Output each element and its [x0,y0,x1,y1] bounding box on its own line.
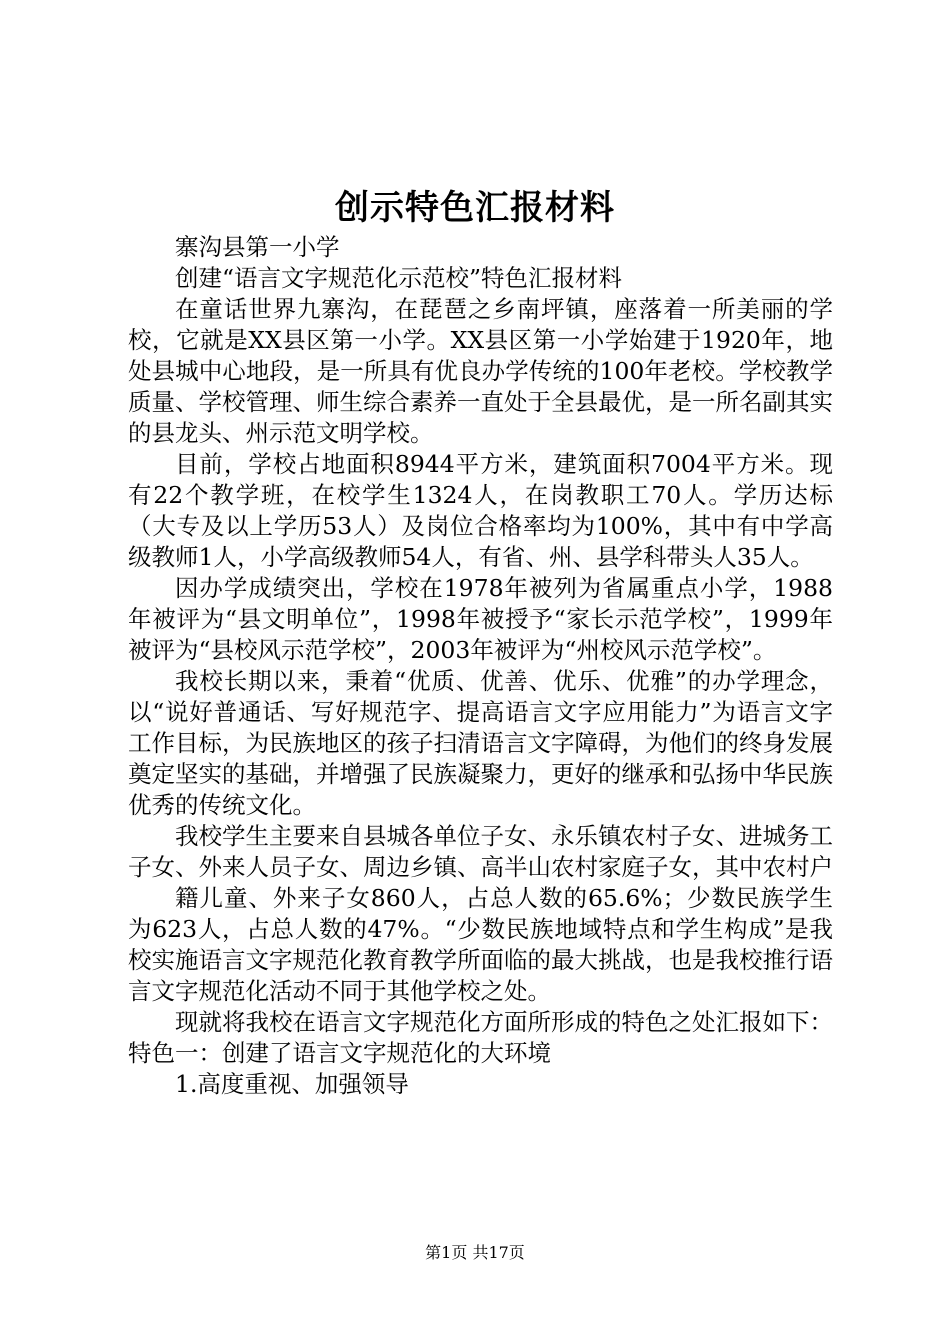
paragraph-facilities: 目前，学校占地面积8944平方米，建筑面积7004平方米。现有22个教学班，在校学生1324人，在岗教职工70人。学历达标（大专及以上学历53人）及岗位合格率均为100%，其中有中学高级教师1人，小学高级教师54人，有省、州、县学科带头人35人。 [128,450,833,571]
document-body [128,232,833,1100]
paragraph-students: 我校学生主要来自县城各单位子女、永乐镇农村子女、进城务工子女、外来人员子女、周边乡镇、高半山农村家庭子女，其中农村户 [128,822,833,881]
paragraph-demographics: 籍儿童、外来子女860人，占总人数的65.6%；少数民族学生为623人，占总人数的47%。“少数民族地域特点和学生构成”是我校实施语言文字规范化教育教学所面临的最大挑战，也是我校推行语言文字规范化活动不同于其他学校之处。 [128,884,833,1005]
paragraph-intro: 在童话世界九寨沟，在琵琶之乡南坪镇，座落着一所美丽的学校，它就是XX县区第一小学。XX县区第一小学始建于1920年，地处县城中心地段，是一所具有优良办学传统的100年老校。学校教学质量、学校管理、师生综合素养一直处于全县最优，是一所名副其实的县龙头、州示范文明学校。 [128,295,833,447]
paragraph-section-heading: 1.高度重视、加强领导 [175,1070,409,1098]
paragraph-honors: 因办学成绩突出，学校在1978年被列为省属重点小学，1988年被评为“县文明单位”，1998年被授予“家长示范学校”，1999年被评为“县校风示范学校”，2003年被评为“州校风示范学校”。 [128,574,833,664]
paragraph-philosophy: 我校长期以来，秉着“优质、优善、优乐、优雅”的办学理念，以“说好普通话、写好规范字、提高语言文字应用能力”为语言文字工作目标，为民族地区的孩子扫清语言文字障碍，为他们的终身发展奠定坚实的基础，并增强了民族凝聚力，更好的继承和弘扬中华民族优秀的传统文化。 [128,667,833,819]
paragraph-report-intro: 现就将我校在语言文字规范化方面所形成的特色之处汇报如下：特色一：创建了语言文字规范化的大环境 [128,1008,833,1067]
paragraph-subtitle: 创建“语言文字规范化示范校”特色汇报材料 [175,264,623,292]
document-title: 创示特色汇报材料 [335,188,615,228]
page-footer: 第1页 共17页 [425,1243,525,1262]
paragraph-school-name: 寨沟县第一小学 [175,233,340,261]
